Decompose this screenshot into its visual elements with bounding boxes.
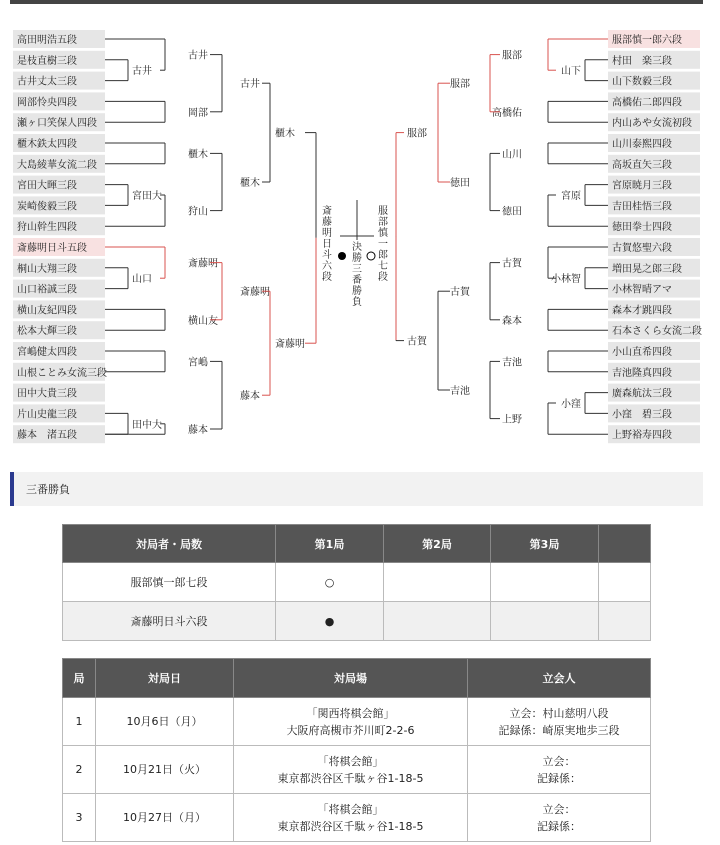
score-header-extra xyxy=(599,525,651,563)
player-name: 石本さくら女流二段 xyxy=(612,326,702,338)
winner-label: 岡部 xyxy=(188,107,208,119)
schedule-header-witness: 立会人 xyxy=(468,659,651,698)
winner-label: 山川 xyxy=(502,149,522,161)
final-label: 三 xyxy=(352,264,362,275)
schedule-no: 1 xyxy=(63,698,96,746)
player-name: 藤本 渚五段 xyxy=(17,430,77,442)
final-label: 勝 xyxy=(352,253,362,264)
winner-label: 古井 xyxy=(188,50,208,62)
final-loss-mark xyxy=(338,252,346,260)
winner-label: 斎藤明 xyxy=(240,287,270,299)
winner-label: 森本 xyxy=(502,315,522,327)
schedule-date: 10月6日（月） xyxy=(96,698,234,746)
final-win-mark xyxy=(367,252,375,260)
schedule-witness xyxy=(468,698,651,746)
finalist-left-name: 六 xyxy=(322,261,332,272)
winner-label: 古賀 xyxy=(450,287,470,299)
player-name: 岡部怜央四段 xyxy=(17,97,77,109)
player-name: 横山友紀四段 xyxy=(17,305,77,317)
player-name: 櫃木鉄太四段 xyxy=(17,139,77,150)
winner-label: 宮田大 xyxy=(132,191,162,202)
finalist-left-name: 藤 xyxy=(322,217,332,228)
finalist-right-name: 郎 xyxy=(378,250,388,261)
venue-name: 「将棋会館」 xyxy=(317,754,384,768)
winner-label: 宮原 xyxy=(561,191,581,202)
score-extra xyxy=(599,563,651,602)
winner-label: 吉池 xyxy=(450,386,470,397)
player-name: 小林智晴アマ xyxy=(612,284,672,296)
player-name: 大島綾華女流二段 xyxy=(17,159,97,171)
player-name: 増田晃之郎三段 xyxy=(612,263,682,275)
winner-label: 小林智 xyxy=(551,274,581,286)
final-label: 番 xyxy=(352,275,362,286)
winner-label: 古井 xyxy=(240,79,260,91)
player-name: 田中大貴三段 xyxy=(17,388,77,400)
winner-label: 古井 xyxy=(132,66,152,78)
player-name: 山口裕誠三段 xyxy=(17,284,77,296)
player-name: 斎藤明日斗五段 xyxy=(17,243,87,254)
player-name: 山下数毅三段 xyxy=(612,76,672,88)
witness-name: 立会： xyxy=(542,754,576,768)
final-label: 決 xyxy=(352,242,362,253)
finalist-right-name: 七 xyxy=(378,261,388,272)
schedule-venue xyxy=(234,794,468,842)
player-name: 古井丈太三段 xyxy=(17,76,77,88)
player-name: 桐山大翔三段 xyxy=(17,263,77,275)
schedule-row xyxy=(63,794,651,842)
player-name: 片山史龍三段 xyxy=(17,409,77,421)
finalist-left-name: 段 xyxy=(322,272,332,283)
winner-label: 上野 xyxy=(502,414,522,426)
score-game3 xyxy=(491,602,599,641)
player-name: 松本大輝三段 xyxy=(17,326,77,338)
winner-label: 山下 xyxy=(561,66,581,78)
player-name: 山根ことみ女流三段 xyxy=(17,367,107,379)
winner-label: 高橋佑 xyxy=(492,107,522,119)
finalist-right-name: 慎 xyxy=(378,228,388,239)
schedule-date: 10月21日（火） xyxy=(96,746,234,794)
player-name: 高橋佑二郎四段 xyxy=(612,97,682,109)
player-name: 古賀悠聖六段 xyxy=(612,243,672,254)
player-name: 廣森航汰三段 xyxy=(612,388,672,400)
player-name: 小山直希四段 xyxy=(612,347,672,358)
winner-label: 横山友 xyxy=(188,315,218,327)
player-name: 森本才跳四段 xyxy=(612,305,672,317)
schedule-header-no: 局 xyxy=(63,659,96,698)
score-game1: ○ xyxy=(276,563,384,602)
finalist-right-name: 一 xyxy=(378,239,388,250)
finalist-left-name: 明 xyxy=(322,228,332,239)
venue-address: 東京都渋谷区千駄ヶ谷1-18-5 xyxy=(277,819,424,833)
player-name: 吉池隆真四段 xyxy=(612,367,672,379)
winner-label: 徳田 xyxy=(450,178,470,189)
schedule-no: 3 xyxy=(63,794,96,842)
winner-label: 服部 xyxy=(450,79,470,91)
player-name: 村田 楽三段 xyxy=(612,55,672,67)
player-name: 瀬ヶ口笑保人四段 xyxy=(17,118,97,130)
section-title: 三番勝負 xyxy=(26,483,70,496)
player-name: 高田明浩五段 xyxy=(17,35,77,46)
winner-label: 藤本 xyxy=(240,391,260,403)
venue-address: 東京都渋谷区千駄ヶ谷1-18-5 xyxy=(277,771,424,785)
winner-label: 徳田 xyxy=(502,206,522,218)
winner-label: 狩山 xyxy=(188,206,208,218)
score-table xyxy=(62,524,651,641)
schedule-no: 2 xyxy=(63,746,96,794)
schedule-venue xyxy=(234,698,468,746)
schedule-venue xyxy=(234,746,468,794)
schedule-date: 10月27日（月） xyxy=(96,794,234,842)
schedule-row xyxy=(63,698,651,746)
score-game1: ● xyxy=(276,602,384,641)
schedule-witness xyxy=(468,794,651,842)
finalist-left-name: 日 xyxy=(322,239,332,250)
winner-label: 櫃木 xyxy=(275,128,295,140)
winner-label: 藤本 xyxy=(188,425,208,436)
score-extra xyxy=(599,602,651,641)
score-game2 xyxy=(384,602,491,641)
score-player: 服部慎一郎七段 xyxy=(63,563,276,602)
recorder-name: 記録係：崎原実地歩三段 xyxy=(498,723,620,737)
winner-label: 服部 xyxy=(502,50,522,62)
venue-address: 大阪府高槻市芥川町2-2-6 xyxy=(286,723,415,737)
winner-label: 小窪 xyxy=(561,399,581,410)
recorder-name: 記録係： xyxy=(537,819,581,833)
winner-label: 宮嶋 xyxy=(188,357,208,369)
player-name: 吉田桂悟三段 xyxy=(612,201,672,213)
score-game2 xyxy=(384,563,491,602)
venue-name: 「将棋会館」 xyxy=(317,802,384,816)
recorder-name: 記録係： xyxy=(537,771,581,785)
schedule-row xyxy=(63,746,651,794)
player-name: 宮嶋健太四段 xyxy=(17,347,77,358)
player-name: 宮原暁月三段 xyxy=(612,180,672,192)
player-name: 服部慎一郎六段 xyxy=(612,35,682,46)
final-label: 勝 xyxy=(352,286,362,297)
schedule-witness xyxy=(468,746,651,794)
winner-label: 櫃木 xyxy=(188,149,208,161)
player-name: 高坂直矢三段 xyxy=(612,159,672,171)
witness-name: 立会：村山慈明八段 xyxy=(509,706,609,720)
winner-label: 斎藤明 xyxy=(188,258,218,270)
score-header-players: 対局者・局数 xyxy=(63,525,276,563)
winner-label: 古賀 xyxy=(407,336,427,348)
finalist-right-name: 部 xyxy=(378,217,388,228)
winner-label: 櫃木 xyxy=(240,178,260,189)
winner-label: 服部 xyxy=(407,128,427,140)
finalist-right-name: 服 xyxy=(378,206,388,217)
winner-label: 斎藤明 xyxy=(275,339,305,351)
player-name: 小窪 碧三段 xyxy=(612,409,672,421)
player-name: 上野裕寿四段 xyxy=(612,430,672,442)
finalist-left-name: 斎 xyxy=(322,206,332,217)
player-name: 内山あや女流初段 xyxy=(612,118,692,130)
schedule-table xyxy=(62,658,651,842)
score-game3 xyxy=(491,563,599,602)
player-name: 宮田大暉三段 xyxy=(17,180,77,192)
witness-name: 立会： xyxy=(542,802,576,816)
schedule-header-venue: 対局場 xyxy=(234,659,468,698)
score-header-game1: 第1局 xyxy=(276,525,384,563)
winner-label: 山口 xyxy=(132,274,152,286)
player-name: 是枝直樹三段 xyxy=(17,55,77,67)
player-name: 狩山幹生四段 xyxy=(17,222,77,234)
score-row xyxy=(63,602,651,641)
score-header-game2: 第2局 xyxy=(384,525,491,563)
player-name: 徳田拳士四段 xyxy=(612,222,672,234)
winner-label: 吉池 xyxy=(502,357,522,369)
winner-label: 田中大 xyxy=(132,419,162,431)
score-player: 斎藤明日斗六段 xyxy=(63,602,276,641)
schedule-header-date: 対局日 xyxy=(96,659,234,698)
finalist-left-name: 斗 xyxy=(322,250,332,261)
player-name: 炭崎俊毅三段 xyxy=(17,201,77,213)
winner-label: 古賀 xyxy=(502,258,522,270)
venue-name: 「関西将棋会館」 xyxy=(306,706,395,720)
finalist-right-name: 段 xyxy=(378,272,388,283)
score-header-game3: 第3局 xyxy=(491,525,599,563)
section-header xyxy=(10,472,703,506)
final-label: 負 xyxy=(352,297,362,308)
player-name: 山川泰熙四段 xyxy=(612,139,672,150)
score-row xyxy=(63,563,651,602)
